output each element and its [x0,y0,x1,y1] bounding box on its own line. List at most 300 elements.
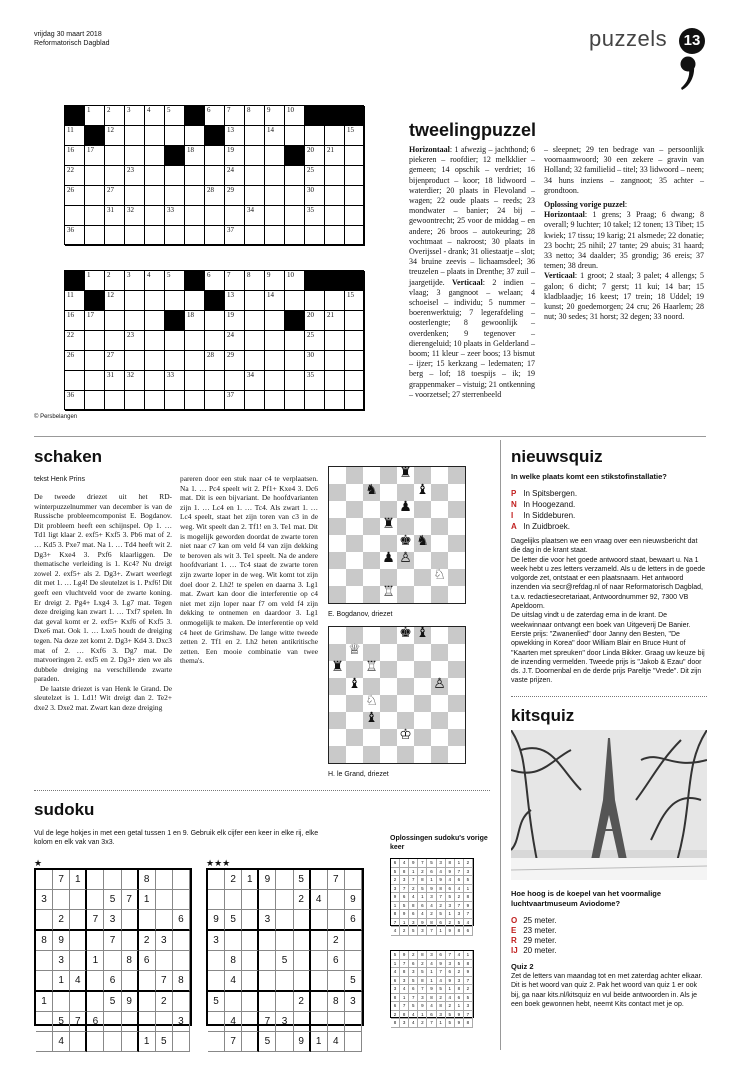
sudoku-cell[interactable] [87,992,104,1012]
sudoku-cell[interactable] [345,951,362,971]
sudoku-cell[interactable]: 5 [104,992,121,1012]
sudoku-cell[interactable]: 4 [225,1012,242,1032]
crossword-cell[interactable] [185,206,205,226]
sudoku-cell[interactable] [156,890,173,910]
sudoku-cell[interactable]: 5 [156,1032,173,1052]
crossword-cell[interactable] [165,271,185,291]
sudoku-cell[interactable]: 8 [328,992,345,1012]
crossword-cell[interactable] [105,291,125,311]
crossword-cell[interactable] [205,166,225,186]
sudoku-cell[interactable]: 1 [70,870,87,890]
sudoku-cell[interactable]: 3 [104,910,121,931]
crossword-cell[interactable] [125,226,145,246]
crossword-cell[interactable] [145,331,165,351]
sudoku-cell[interactable] [345,1032,362,1052]
sudoku-cell[interactable] [173,890,190,910]
sudoku-cell[interactable] [156,1012,173,1032]
sudoku-cell[interactable] [122,1032,139,1052]
sudoku-cell[interactable] [328,890,345,910]
crossword-cell[interactable] [145,106,165,126]
quiz-option[interactable] [511,521,707,532]
crossword-cell[interactable] [65,146,85,166]
sudoku-cell[interactable]: 2 [53,910,70,931]
crossword-cell[interactable] [345,226,365,246]
sudoku-cell[interactable] [70,931,87,951]
crossword-cell[interactable] [345,166,365,186]
sudoku-cell[interactable] [139,1012,156,1032]
crossword-cell[interactable] [325,126,345,146]
crossword-cell[interactable] [325,311,345,331]
crossword-cell[interactable] [165,226,185,246]
sudoku-cell[interactable] [294,951,311,971]
crossword-cell[interactable] [225,206,245,226]
sudoku-cell[interactable]: 7 [87,910,104,931]
sudoku-cell[interactable] [173,951,190,971]
crossword-cell[interactable] [305,391,325,411]
sudoku-cell[interactable] [276,992,293,1012]
sudoku-cell[interactable] [225,890,242,910]
crossword-cell[interactable] [85,311,105,331]
sudoku-grid-1[interactable] [34,868,192,1047]
sudoku-cell[interactable] [345,931,362,951]
sudoku-cell[interactable]: 6 [104,971,121,992]
crossword-cell[interactable] [285,371,305,391]
crossword-cell[interactable] [65,311,85,331]
sudoku-cell[interactable] [70,890,87,910]
crossword-cell[interactable] [245,166,265,186]
sudoku-cell[interactable]: 6 [328,951,345,971]
crossword-cell[interactable] [185,186,205,206]
crossword-cell[interactable] [345,206,365,226]
crossword-cell[interactable] [145,311,165,331]
crossword-cell[interactable] [105,311,125,331]
crossword-cell[interactable] [285,166,305,186]
sudoku-cell[interactable] [36,1012,53,1032]
sudoku-cell[interactable] [242,931,259,951]
sudoku-cell[interactable] [104,1012,121,1032]
crossword-cell[interactable] [225,146,245,166]
sudoku-cell[interactable]: 1 [139,890,156,910]
sudoku-cell[interactable] [36,870,53,890]
crossword-cell[interactable] [185,331,205,351]
sudoku-cell[interactable]: 3 [173,1012,190,1032]
crossword-cell[interactable] [325,391,345,411]
sudoku-cell[interactable] [276,910,293,931]
sudoku-cell[interactable]: 3 [53,951,70,971]
sudoku-cell[interactable] [36,971,53,992]
crossword-cell[interactable] [125,146,145,166]
quiz-option[interactable] [511,488,707,499]
crossword-cell[interactable] [145,166,165,186]
crossword-cell[interactable] [265,291,285,311]
crossword-cell[interactable] [245,186,265,206]
crossword-cell[interactable] [85,186,105,206]
sudoku-cell[interactable] [208,1012,225,1032]
quiz-option[interactable] [511,946,707,956]
sudoku-cell[interactable]: 3 [259,910,276,931]
crossword-cell[interactable] [185,146,205,166]
sudoku-cell[interactable] [156,951,173,971]
crossword-cell[interactable] [285,206,305,226]
sudoku-cell[interactable]: 1 [87,951,104,971]
crossword-cell[interactable] [345,311,365,331]
crossword-cell[interactable] [325,226,345,246]
crossword-cell[interactable] [265,146,285,166]
crossword-cell[interactable] [105,371,125,391]
sudoku-cell[interactable] [156,910,173,931]
crossword-cell[interactable] [225,106,245,126]
crossword-cell[interactable] [165,391,185,411]
crossword-cell[interactable] [125,166,145,186]
crossword-cell[interactable] [185,351,205,371]
sudoku-cell[interactable] [104,870,121,890]
crossword-cell[interactable] [65,391,85,411]
crossword-cell[interactable] [205,271,225,291]
crossword-cell[interactable] [105,391,125,411]
sudoku-cell[interactable] [53,890,70,910]
crossword-cell[interactable] [245,351,265,371]
sudoku-cell[interactable] [242,992,259,1012]
sudoku-cell[interactable] [104,951,121,971]
sudoku-cell[interactable]: 6 [87,1012,104,1032]
crossword-cell[interactable] [345,371,365,391]
sudoku-cell[interactable] [87,931,104,951]
sudoku-cell[interactable] [208,951,225,971]
sudoku-cell[interactable] [259,992,276,1012]
sudoku-cell[interactable] [242,1012,259,1032]
sudoku-cell[interactable] [208,870,225,890]
sudoku-cell[interactable]: 8 [122,951,139,971]
crossword-cell[interactable] [325,166,345,186]
crossword-cell[interactable] [225,186,245,206]
crossword-cell[interactable] [325,331,345,351]
sudoku-cell[interactable] [173,992,190,1012]
crossword-cell[interactable] [85,166,105,186]
crossword-cell[interactable] [225,311,245,331]
sudoku-cell[interactable] [259,890,276,910]
crossword-cell[interactable] [225,371,245,391]
sudoku-cell[interactable]: 1 [242,870,259,890]
crossword-cell[interactable] [85,271,105,291]
sudoku-cell[interactable] [311,971,328,992]
crossword-cell[interactable] [65,126,85,146]
sudoku-cell[interactable] [139,992,156,1012]
sudoku-cell[interactable] [122,931,139,951]
crossword-cell[interactable] [265,106,285,126]
crossword-grid-2[interactable] [64,270,364,410]
crossword-cell[interactable] [225,351,245,371]
sudoku-cell[interactable] [87,971,104,992]
crossword-cell[interactable] [125,126,145,146]
sudoku-cell[interactable] [242,971,259,992]
sudoku-cell[interactable]: 6 [173,910,190,931]
crossword-cell[interactable] [165,371,185,391]
crossword-cell[interactable] [165,126,185,146]
sudoku-cell[interactable]: 2 [139,931,156,951]
crossword-cell[interactable] [205,311,225,331]
crossword-cell[interactable] [85,351,105,371]
sudoku-cell[interactable]: 2 [328,931,345,951]
sudoku-cell[interactable] [36,910,53,931]
crossword-cell[interactable] [285,291,305,311]
crossword-cell[interactable] [345,126,365,146]
crossword-cell[interactable] [245,311,265,331]
sudoku-cell[interactable] [259,951,276,971]
crossword-cell[interactable] [345,351,365,371]
crossword-cell[interactable] [205,106,225,126]
crossword-cell[interactable] [305,311,325,331]
crossword-cell[interactable] [325,206,345,226]
crossword-cell[interactable] [105,271,125,291]
quiz-option[interactable] [511,499,707,510]
crossword-cell[interactable] [305,186,325,206]
sudoku-cell[interactable] [139,971,156,992]
crossword-cell[interactable] [325,291,345,311]
sudoku-cell[interactable]: 2 [294,890,311,910]
crossword-cell[interactable] [105,146,125,166]
crossword-cell[interactable] [65,166,85,186]
sudoku-cell[interactable] [87,890,104,910]
sudoku-cell[interactable] [173,870,190,890]
crossword-cell[interactable] [185,226,205,246]
sudoku-cell[interactable] [345,1012,362,1032]
crossword-cell[interactable] [245,271,265,291]
sudoku-cell[interactable] [328,971,345,992]
sudoku-cell[interactable] [208,890,225,910]
sudoku-cell[interactable]: 7 [70,1012,87,1032]
crossword-cell[interactable] [265,206,285,226]
crossword-cell[interactable] [245,291,265,311]
sudoku-cell[interactable]: 9 [208,910,225,931]
sudoku-cell[interactable] [208,971,225,992]
sudoku-cell[interactable] [70,992,87,1012]
crossword-cell[interactable] [125,106,145,126]
sudoku-cell[interactable] [70,910,87,931]
sudoku-cell[interactable]: 2 [294,992,311,1012]
crossword-cell[interactable] [145,371,165,391]
sudoku-cell[interactable] [294,910,311,931]
sudoku-cell[interactable] [70,951,87,971]
crossword-cell[interactable] [325,351,345,371]
crossword-cell[interactable] [265,331,285,351]
crossword-cell[interactable] [305,371,325,391]
crossword-cell[interactable] [205,331,225,351]
crossword-cell[interactable] [345,331,365,351]
sudoku-cell[interactable]: 5 [345,971,362,992]
crossword-cell[interactable] [265,166,285,186]
sudoku-cell[interactable] [53,992,70,1012]
sudoku-cell[interactable] [36,1032,53,1052]
sudoku-cell[interactable] [87,870,104,890]
crossword-cell[interactable] [285,106,305,126]
crossword-cell[interactable] [85,391,105,411]
crossword-cell[interactable] [185,311,205,331]
crossword-cell[interactable] [185,291,205,311]
sudoku-cell[interactable]: 3 [156,931,173,951]
crossword-cell[interactable] [325,146,345,166]
sudoku-cell[interactable] [242,951,259,971]
quiz-option[interactable] [511,926,707,936]
crossword-cell[interactable] [125,291,145,311]
crossword-cell[interactable] [125,331,145,351]
crossword-cell[interactable] [265,311,285,331]
sudoku-cell[interactable]: 1 [139,1032,156,1052]
crossword-cell[interactable] [205,391,225,411]
crossword-cell[interactable] [125,391,145,411]
crossword-cell[interactable] [205,186,225,206]
sudoku-cell[interactable] [311,992,328,1012]
sudoku-cell[interactable]: 2 [225,870,242,890]
sudoku-cell[interactable] [225,931,242,951]
crossword-cell[interactable] [185,371,205,391]
sudoku-cell[interactable] [294,931,311,951]
crossword-cell[interactable] [85,206,105,226]
sudoku-cell[interactable] [242,1032,259,1052]
crossword-cell[interactable] [165,206,185,226]
crossword-cell[interactable] [245,331,265,351]
crossword-cell[interactable] [185,166,205,186]
crossword-cell[interactable] [105,186,125,206]
sudoku-cell[interactable] [311,951,328,971]
sudoku-cell[interactable] [311,910,328,931]
sudoku-cell[interactable]: 7 [225,1032,242,1052]
sudoku-cell[interactable] [259,931,276,951]
crossword-cell[interactable] [185,126,205,146]
sudoku-cell[interactable]: 5 [104,890,121,910]
crossword-cell[interactable] [245,391,265,411]
sudoku-cell[interactable]: 8 [225,951,242,971]
sudoku-cell[interactable]: 7 [156,971,173,992]
sudoku-cell[interactable] [242,890,259,910]
sudoku-cell[interactable]: 5 [259,1032,276,1052]
sudoku-cell[interactable]: 3 [276,1012,293,1032]
crossword-cell[interactable] [145,291,165,311]
crossword-cell[interactable] [225,226,245,246]
crossword-cell[interactable] [65,351,85,371]
sudoku-cell[interactable]: 8 [36,931,53,951]
crossword-cell[interactable] [105,126,125,146]
crossword-cell[interactable] [65,291,85,311]
crossword-cell[interactable] [125,186,145,206]
sudoku-cell[interactable] [208,1032,225,1052]
sudoku-cell[interactable]: 5 [208,992,225,1012]
crossword-cell[interactable] [225,271,245,291]
sudoku-cell[interactable] [276,931,293,951]
sudoku-cell[interactable] [328,910,345,931]
crossword-cell[interactable] [85,331,105,351]
crossword-cell[interactable] [225,291,245,311]
sudoku-cell[interactable]: 7 [104,931,121,951]
crossword-cell[interactable] [205,206,225,226]
sudoku-cell[interactable]: 4 [311,890,328,910]
crossword-cell[interactable] [125,351,145,371]
crossword-cell[interactable] [265,391,285,411]
sudoku-cell[interactable]: 7 [122,890,139,910]
sudoku-cell[interactable] [139,910,156,931]
crossword-cell[interactable] [125,271,145,291]
crossword-cell[interactable] [285,226,305,246]
sudoku-cell[interactable]: 9 [122,992,139,1012]
sudoku-cell[interactable]: 3 [345,992,362,1012]
sudoku-cell[interactable]: 3 [208,931,225,951]
crossword-cell[interactable] [285,126,305,146]
sudoku-cell[interactable] [276,971,293,992]
crossword-cell[interactable] [105,351,125,371]
sudoku-cell[interactable] [311,870,328,890]
crossword-cell[interactable] [165,351,185,371]
sudoku-cell[interactable]: 4 [70,971,87,992]
sudoku-cell[interactable]: 7 [53,870,70,890]
quiz-option[interactable] [511,510,707,521]
crossword-cell[interactable] [165,331,185,351]
sudoku-cell[interactable]: 3 [36,890,53,910]
crossword-cell[interactable] [305,351,325,371]
sudoku-cell[interactable]: 7 [328,870,345,890]
crossword-cell[interactable] [105,206,125,226]
crossword-cell[interactable] [85,226,105,246]
crossword-cell[interactable] [305,126,325,146]
sudoku-cell[interactable] [225,992,242,1012]
sudoku-cell[interactable]: 2 [156,992,173,1012]
crossword-cell[interactable] [105,226,125,246]
crossword-cell[interactable] [85,146,105,166]
sudoku-cell[interactable] [122,870,139,890]
sudoku-cell[interactable]: 8 [173,971,190,992]
sudoku-cell[interactable] [276,870,293,890]
sudoku-cell[interactable]: 5 [294,870,311,890]
sudoku-cell[interactable]: 4 [225,971,242,992]
crossword-cell[interactable] [345,391,365,411]
sudoku-cell[interactable] [104,1032,121,1052]
quiz-option[interactable] [511,916,707,926]
crossword-cell[interactable] [205,226,225,246]
sudoku-cell[interactable] [311,931,328,951]
crossword-cell[interactable] [225,166,245,186]
crossword-cell[interactable] [65,371,85,391]
sudoku-cell[interactable]: 6 [345,910,362,931]
crossword-cell[interactable] [85,106,105,126]
crossword-cell[interactable] [145,226,165,246]
crossword-cell[interactable] [125,206,145,226]
sudoku-cell[interactable] [328,1012,345,1032]
sudoku-cell[interactable]: 1 [36,992,53,1012]
crossword-cell[interactable] [245,146,265,166]
crossword-cell[interactable] [285,331,305,351]
sudoku-cell[interactable]: 1 [311,1032,328,1052]
crossword-cell[interactable] [345,146,365,166]
sudoku-cell[interactable] [242,910,259,931]
crossword-cell[interactable] [145,351,165,371]
crossword-cell[interactable] [265,186,285,206]
crossword-cell[interactable] [305,331,325,351]
sudoku-cell[interactable] [122,910,139,931]
crossword-cell[interactable] [265,371,285,391]
sudoku-cell[interactable]: 4 [328,1032,345,1052]
crossword-cell[interactable] [105,331,125,351]
crossword-cell[interactable] [245,106,265,126]
crossword-cell[interactable] [285,351,305,371]
crossword-cell[interactable] [305,291,325,311]
sudoku-cell[interactable]: 9 [53,931,70,951]
sudoku-cell[interactable]: 5 [225,910,242,931]
crossword-cell[interactable] [245,226,265,246]
sudoku-cell[interactable] [173,931,190,951]
sudoku-cell[interactable] [345,870,362,890]
crossword-cell[interactable] [145,126,165,146]
sudoku-cell[interactable]: 6 [139,951,156,971]
crossword-cell[interactable] [125,371,145,391]
crossword-cell[interactable] [245,371,265,391]
